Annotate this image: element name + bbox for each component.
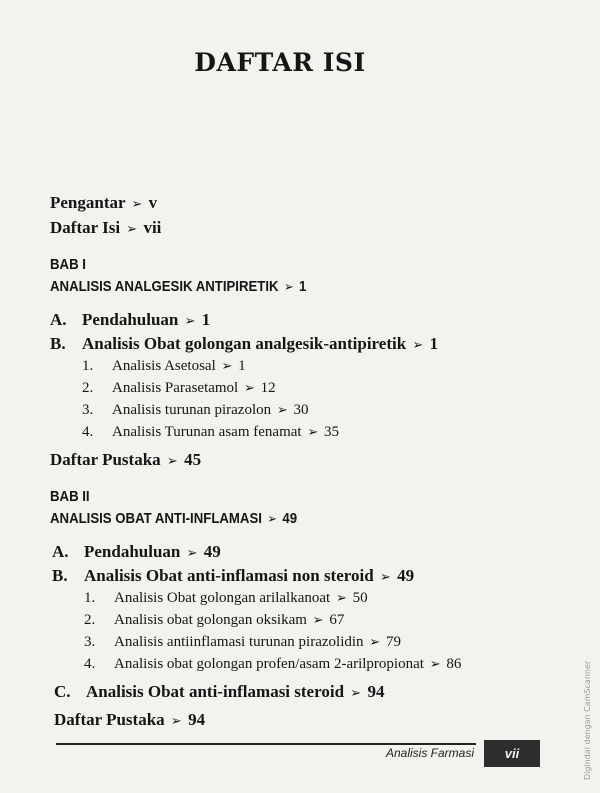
footer-page-number: vii (484, 740, 540, 767)
arrow-icon: ➢ (221, 359, 233, 374)
arrow-icon: ➢ (429, 657, 441, 672)
footer-rule (56, 743, 476, 745)
arrow-icon: ➢ (126, 222, 138, 237)
subsection-entry: 4. Analisis obat golongan profen/asam 2-arilpropionat ➢ 86 (84, 656, 462, 672)
arrow-icon: ➢ (412, 338, 424, 353)
section-entry: A. Pendahuluan ➢ 49 (52, 542, 221, 561)
subsection-entry: 2. Analisis obat golongan oksikam ➢ 67 (84, 612, 345, 628)
arrow-icon: ➢ (170, 714, 182, 729)
arrow-icon: ➢ (369, 635, 381, 650)
section-entry: C. Analisis Obat anti-inflamasi steroid ➢ 94 (54, 682, 385, 701)
arrow-icon: ➢ (243, 381, 255, 396)
arrow-icon: ➢ (267, 512, 277, 527)
arrow-icon: ➢ (307, 425, 319, 440)
toc-entry-daftar-pustaka: Daftar Pustaka ➢ 94 (54, 710, 206, 729)
section-entry: B. Analisis Obat anti-inflamasi non steroid ➢ 49 (52, 566, 415, 585)
chapter-label: BAB I (50, 256, 86, 273)
subsection-entry: 3. Analisis turunan pirazolon ➢ 30 (82, 402, 309, 418)
section-entry: B. Analisis Obat golongan analgesik-antipiretik ➢ 1 (50, 334, 439, 353)
chapter-label: BAB II (50, 488, 90, 505)
arrow-icon: ➢ (186, 546, 198, 561)
subsection-entry: 4. Analisis Turunan asam fenamat ➢ 35 (82, 424, 339, 440)
toc-entry-daftar-pustaka: Daftar Pustaka ➢ 45 (50, 450, 202, 469)
arrow-icon: ➢ (184, 314, 196, 329)
arrow-icon: ➢ (312, 613, 324, 628)
scanner-watermark: Digindai dengan CamScanner (583, 660, 592, 780)
arrow-icon: ➢ (350, 686, 362, 701)
subsection-entry: 2. Analisis Parasetamol ➢ 12 (82, 380, 276, 396)
arrow-icon: ➢ (276, 403, 288, 418)
arrow-icon: ➢ (335, 591, 347, 606)
subsection-entry: 3. Analisis antiinflamasi turunan pirazolidin ➢ 79 (84, 634, 401, 650)
toc-entry-pengantar: Pengantar ➢ v (50, 193, 158, 212)
arrow-icon: ➢ (166, 454, 178, 469)
arrow-icon: ➢ (131, 197, 143, 212)
section-entry: A. Pendahuluan ➢ 1 (50, 310, 211, 329)
page-title: DAFTAR ISI (194, 48, 366, 77)
chapter-title: ANALISIS ANALGESIK ANTIPIRETIK ➢ 1 (50, 278, 307, 295)
chapter-title: ANALISIS OBAT ANTI-INFLAMASI ➢ 49 (50, 510, 298, 527)
subsection-entry: 1. Analisis Asetosal ➢ 1 (82, 358, 246, 374)
subsection-entry: 1. Analisis Obat golongan arilalkanoat ➢ 50 (84, 590, 368, 606)
arrow-icon: ➢ (379, 570, 391, 585)
toc-entry-daftar-isi: Daftar Isi ➢ vii (50, 218, 162, 237)
footer-book-title: Analisis Farmasi (385, 746, 474, 760)
arrow-icon: ➢ (283, 280, 294, 295)
